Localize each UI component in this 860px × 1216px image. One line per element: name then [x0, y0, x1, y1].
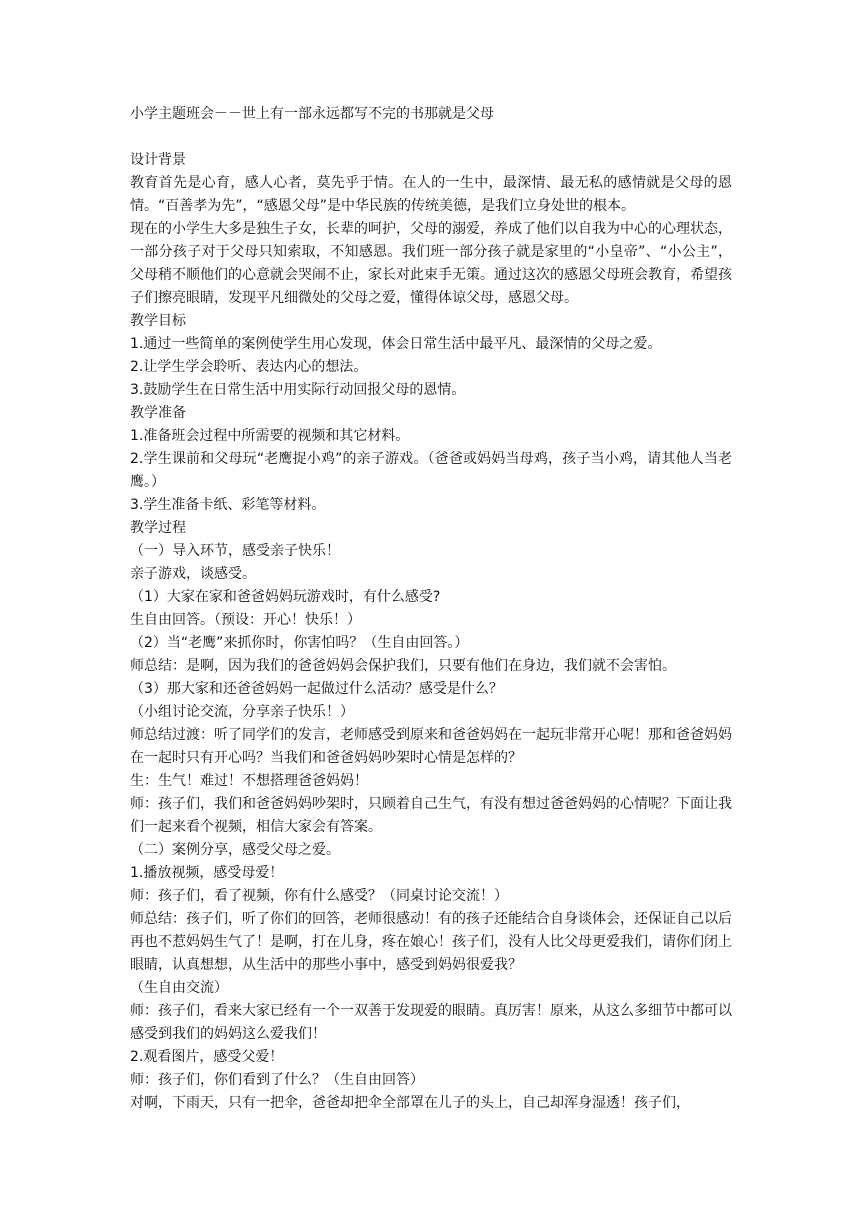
paragraph: 师：孩子们，我们和爸爸妈妈吵架时，只顾着自己生气，有没有想过爸爸妈妈的心情呢？下面让我们一起来看个视频，相信大家会有答案。 — [130, 796, 732, 835]
paragraph: 师：孩子们，看来大家已经有一个一双善于发现爱的眼睛。真厉害！原来，从这么多细节中都可以感受到我们的妈妈这么爱我们！ — [130, 1003, 732, 1042]
paragraph: 师：孩子们，你们看到了什么？（生自由回答） — [130, 1072, 424, 1088]
paragraph: （2）当“老鹰”来抓你时，你害怕吗？（生自由回答。） — [130, 635, 469, 651]
paragraph: 教育首先是心育，感人心者，莫先乎于情。在人的一生中，最深情、最无私的感情就是父母的恩情。“百善孝为先”，“感恩父母”是中华民族的传统美德，是我们立身处世的根本。 — [130, 175, 732, 214]
paragraph: 1.播放视频，感受母爱！ — [130, 865, 284, 881]
list-item: 1.通过一些简单的案例使学生用心发现，体会日常生活中最平凡、最深情的父母之爱。 — [130, 336, 662, 352]
section-heading-teaching-goals: 教学目标 — [130, 313, 186, 329]
subsection-heading: （一）导入环节，感受亲子快乐！ — [130, 543, 340, 559]
paragraph: 生：生气！难过！不想搭理爸爸妈妈！ — [130, 773, 368, 789]
list-item: 1.准备班会过程中所需要的视频和其它材料。 — [130, 428, 410, 444]
paragraph: （3）那大家和还爸爸妈妈一起做过什么活动？感受是什么？ — [130, 681, 503, 697]
paragraph: 师总结：孩子们，听了你们的回答，老师很感动！有的孩子还能结合自身谈体会，还保证自己以后再也不惹妈妈生气了！是啊，打在儿身，疼在娘心！孩子们，没有人比父母更爱我们，请你们闭上眼睛，认真想想，从生活中的那些小事中，感受到妈妈很爱我？ — [130, 911, 732, 973]
list-item: 2.让学生学会聆听、表达内心的想法。 — [130, 359, 368, 375]
paragraph: 亲子游戏，谈感受。 — [130, 566, 256, 582]
section-heading-design-background: 设计背景 — [130, 152, 186, 168]
paragraph: （小组讨论交流，分享亲子快乐！） — [130, 704, 354, 720]
document-body — [130, 103, 732, 1115]
paragraph: 生自由回答。（预设：开心！快乐！） — [130, 612, 361, 628]
paragraph: 2.观看图片，感受父爱！ — [130, 1049, 284, 1065]
section-heading-teaching-process: 教学过程 — [130, 520, 186, 536]
paragraph: （1）大家在家和爸爸妈妈玩游戏时，有什么感受? — [130, 589, 441, 605]
list-item: 2.学生课前和父母玩“老鹰捉小鸡”的亲子游戏。（爸爸或妈妈当母鸡，孩子当小鸡，请其他人当老鹰。） — [130, 451, 732, 490]
paragraph: 师总结过渡：听了同学们的发言，老师感受到原来和爸爸妈妈在一起玩非常开心呢！那和爸爸妈妈在一起时只有开心吗？当我们和爸爸妈妈吵架时心情是怎样的？ — [130, 727, 732, 766]
paragraph: 对啊，下雨天，只有一把伞，爸爸却把伞全部罩在儿子的头上，自己却浑身湿透！孩子们， — [130, 1095, 690, 1111]
paragraph: 现在的小学生大多是独生子女，长辈的呵护，父母的溺爱，养成了他们以自我为中心的心理状态，一部分孩子对于父母只知索取，不知感恩。我们班一部分孩子就是家里的“小皇帝”、“小公主”，父母稍不顺他们的心意就会哭闹不止，家长对此束手无策。通过这次的感恩父母班会教育，希望孩子们擦亮眼睛，发现平凡细微处的父母之爱，懂得体谅父母，感恩父母。 — [130, 221, 732, 306]
list-item: 3.鼓励学生在日常生活中用实际行动回报父母的恩情。 — [130, 382, 466, 398]
subsection-heading: （二）案例分享，感受父母之爱。 — [130, 842, 340, 858]
paragraph: 师：孩子们，看了视频，你有什么感受？（同桌讨论交流！） — [130, 888, 508, 904]
document-title: 小学主题班会－－世上有一部永远都写不完的书那就是父母 — [130, 106, 494, 122]
paragraph: 师总结：是啊，因为我们的爸爸妈妈会保护我们，只要有他们在身边，我们就不会害怕。 — [130, 658, 676, 674]
list-item: 3.学生准备卡纸、彩笔等材料。 — [130, 497, 326, 513]
paragraph: （生自由交流） — [130, 980, 228, 996]
section-heading-teaching-preparation: 教学准备 — [130, 405, 186, 421]
